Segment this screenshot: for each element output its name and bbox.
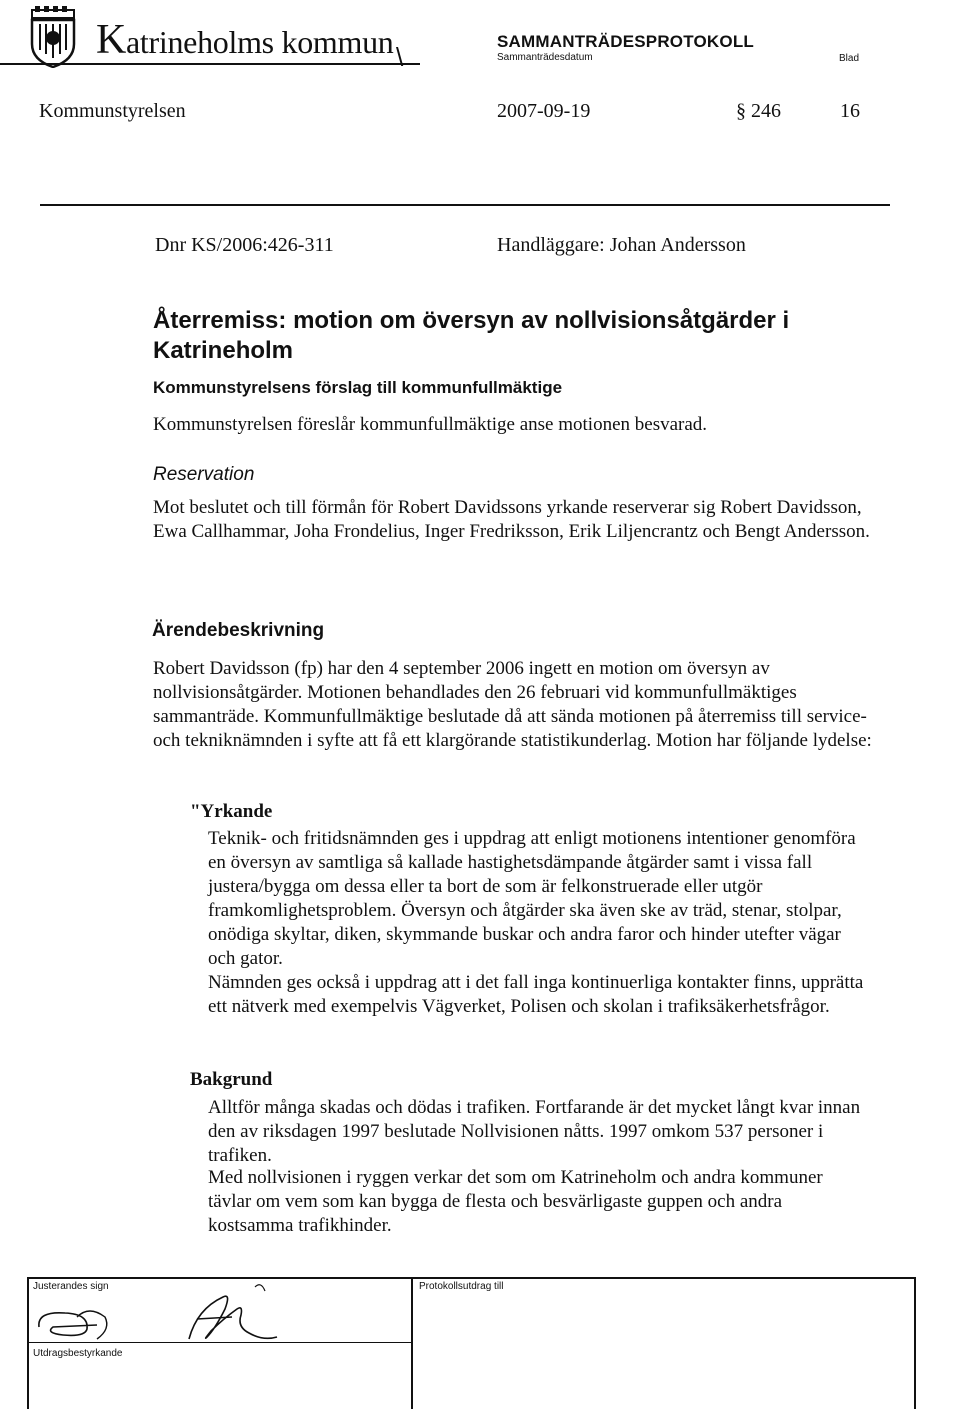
- document-type: SAMMANTRÄDESPROTOKOLL: [497, 32, 754, 51]
- copy-label: Protokollsutdrag till: [419, 1281, 504, 1292]
- sign-label: Justerandes sign: [33, 1281, 109, 1292]
- table-divider: [27, 1342, 411, 1343]
- meeting-date: 2007-09-19: [497, 100, 591, 122]
- case-description-text: Robert Davidsson (fp) har den 4 september 2006 ingett en motion om översyn av nollvisionsåtgärder. Motionen behandlades den 26 februari vid kommunfullmäktiges sammanträde. Kommunfullmäktige beslutade då att sända motionen på återremiss till service- och tekniknämnden i syfte att få ett klargörande statistikunderlag. Motion har följande lydelse:: [153, 658, 872, 751]
- quote-paragraph: Teknik- och fritidsnämnden ges i uppdrag att enligt motionens intentioner genomföra en översyn av samtliga så kallade hastighetsdämpande åtgärder samt i vissa fall justera/bygga om dessa eller ta bort de som är felkonstruerade eller utgör framkomlighetsproblem. Översyn och åtgärder ska även ske av träd, stenar, stolpar, onödiga skyltar, diken, skymmande buskar och andra faror och hinder utefter vägar och gator.: [208, 828, 856, 969]
- sheet-label: Blad: [839, 53, 860, 64]
- table-divider: [411, 1277, 413, 1409]
- reservation-heading: Reservation: [153, 464, 255, 485]
- background-paragraph: Med nollvisionen i ryggen verkar det som om Katrineholm och andra kommuner tävlar om vem som kan bygga de flesta och besvärligaste guppen och andra kostsamma trafikhinder.: [208, 1167, 823, 1236]
- background-heading: Bakgrund: [190, 1069, 273, 1090]
- case-number: Dnr KS/2006:426-311: [155, 234, 334, 256]
- proposal-heading: Kommunstyrelsens förslag till kommunfullmäktige: [153, 378, 563, 397]
- extract-label: Utdragsbestyrkande: [33, 1348, 123, 1359]
- municipal-crest-logo: [28, 6, 78, 68]
- organization-underline: [0, 63, 420, 65]
- header-divider: [40, 204, 890, 206]
- organization-mark: \: [396, 42, 404, 72]
- case-handler: Handläggare: Johan Andersson: [497, 234, 746, 256]
- quote-heading: "Yrkande: [190, 801, 273, 822]
- organization-name-rest: atrineholms kommun: [126, 24, 394, 60]
- meeting-date-label: Sammanträdesdatum: [497, 52, 593, 63]
- background-paragraph: Alltför många skadas och dödas i trafiken. Fortfarande är det mycket långt kvar innan den av riksdagen 1997 beslutade Nollvisionen nåtts. 1997 omkom 537 personer i trafiken.: [208, 1097, 861, 1166]
- paragraph-number: § 246: [736, 100, 781, 122]
- quote-paragraph: Nämnden ges också i uppdrag att i det fall inga kontinuerliga kontakter finns, upprätta ett nätverk med exempelvis Vägverket, Polisen och skolan i trafiksäkerhetsfrågor.: [208, 972, 864, 1017]
- reservation-text: Mot beslutet och till förmån för Robert Davidssons yrkande reserverar sig Robert Davidsson, Ewa Callhammar, Joha Frondelius, Inger Fredriksson, Erik Liljencrantz och Bengt Andersson.: [153, 497, 870, 542]
- organization-name-initial: K: [96, 17, 127, 63]
- decision-body: Kommunstyrelsen: [39, 100, 186, 122]
- main-heading: Återremiss: motion om översyn av nollvisionsåtgärder i Katrineholm: [153, 307, 790, 364]
- proposal-text: Kommunstyrelsen föreslår kommunfullmäktige anse motionen besvarad.: [153, 414, 708, 435]
- table-border: [914, 1277, 916, 1409]
- organization-name: [96, 16, 394, 64]
- handwritten-signatures: [27, 1279, 411, 1342]
- sheet-number: 16: [840, 100, 860, 122]
- signature-table: [27, 1277, 916, 1409]
- case-description-heading: Ärendebeskrivning: [152, 620, 325, 641]
